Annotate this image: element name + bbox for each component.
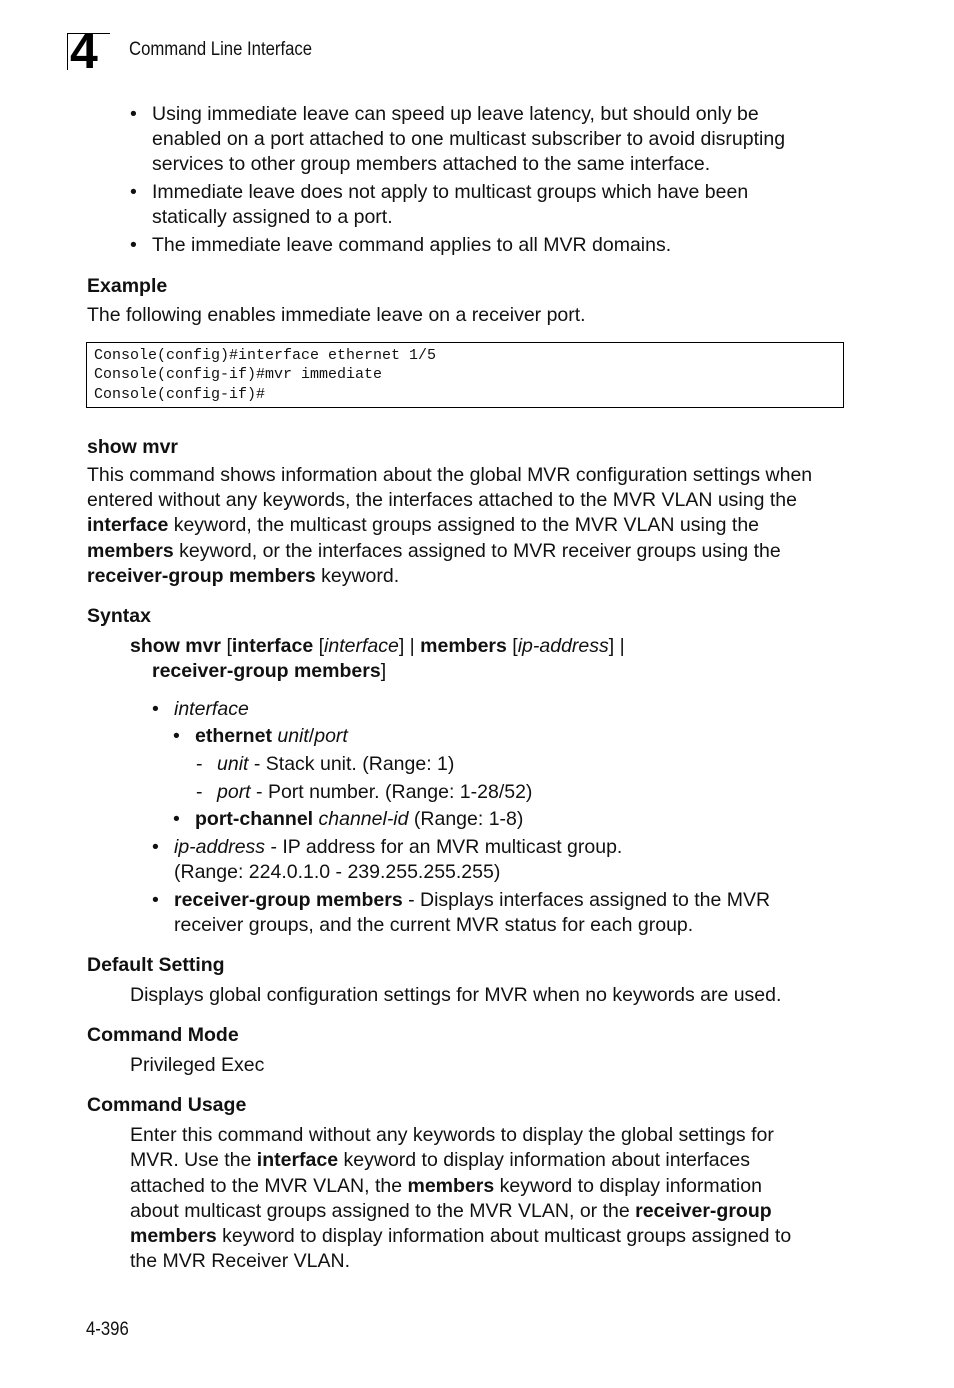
code-line: Console(config-if)#mvr immediate — [94, 366, 383, 383]
desc-line: interface keyword, the multicast groups assigned to the MVR VLAN using the — [87, 514, 760, 536]
command-usage-heading: Command Usage — [87, 1094, 247, 1116]
param-interface: interface — [174, 698, 249, 720]
example-heading: Example — [87, 275, 168, 297]
usage-line: members keyword to display information about multicast groups assigned to — [130, 1225, 792, 1247]
syntax-line: show mvr [interface [interface] | members [ip-address] | — [130, 635, 625, 657]
usage-line: Enter this command without any keywords to display the global settings for — [130, 1124, 774, 1146]
param-port-channel: port-channel channel-id (Range: 1-8) — [195, 808, 524, 830]
code-line: Console(config)#interface ethernet 1/5 — [94, 347, 437, 364]
bullet-icon: • — [173, 808, 180, 830]
page-number: 4-396 — [86, 1319, 129, 1340]
keyword: receiver-group members — [87, 565, 316, 587]
running-header: Command Line Interface — [129, 39, 313, 60]
usage-line: about multicast groups assigned to the MVR VLAN, or the receiver-group — [130, 1200, 772, 1222]
command-mode-text: Privileged Exec — [130, 1054, 265, 1076]
bullet-line: services to other group members attached to the same interface. — [152, 153, 711, 175]
param-ip-range: (Range: 224.0.1.0 - 239.255.255.255) — [174, 861, 501, 883]
bullet-line: enabled on a port attached to one multicast subscriber to avoid disrupting — [152, 128, 786, 150]
keyword: members — [87, 540, 174, 562]
keyword: interface — [87, 514, 169, 536]
bullet-icon: • — [130, 103, 137, 125]
code-block — [86, 342, 844, 408]
param-port: port - Port number. (Range: 1-28/52) — [217, 781, 533, 803]
bullet-icon: • — [152, 836, 159, 858]
desc-line: This command shows information about the global MVR configuration settings when — [87, 464, 813, 486]
param-receiver-group-desc: receiver groups, and the current MVR status for each group. — [174, 914, 694, 936]
default-setting-heading: Default Setting — [87, 954, 225, 976]
bullet-icon: • — [173, 725, 180, 747]
syntax-heading: Syntax — [87, 605, 151, 627]
param-ethernet: ethernet unit/port — [195, 725, 348, 747]
dash-icon: - — [196, 781, 203, 803]
bullet-line: Using immediate leave can speed up leave latency, but should only be — [152, 103, 759, 125]
param-ip-address: ip-address - IP address for an MVR multicast group. — [174, 836, 623, 858]
bullet-line: statically assigned to a port. — [152, 206, 393, 228]
bullet-icon: • — [130, 181, 137, 203]
command-title: show mvr — [87, 436, 179, 458]
bullet-icon: • — [152, 698, 159, 720]
dash-icon: - — [196, 753, 203, 775]
chapter-tab — [67, 33, 110, 70]
example-text: The following enables immediate leave on a receiver port. — [87, 304, 586, 326]
bullet-icon: • — [130, 234, 137, 256]
desc-line: members keyword, or the interfaces assigned to MVR receiver groups using the — [87, 540, 781, 562]
syntax-line: receiver-group members] — [152, 660, 387, 682]
bullet-icon: • — [152, 889, 159, 911]
chapter-number: 4 — [70, 33, 98, 70]
usage-line: MVR. Use the interface keyword to display information about interfaces — [130, 1149, 750, 1171]
param-receiver-group: receiver-group members - Displays interfaces assigned to the MVR — [174, 889, 771, 911]
command-mode-heading: Command Mode — [87, 1024, 239, 1046]
bullet-line: Immediate leave does not apply to multicast groups which have been — [152, 181, 749, 203]
usage-line: the MVR Receiver VLAN. — [130, 1250, 350, 1272]
code-line: Console(config-if)# — [94, 386, 266, 403]
param-unit: unit - Stack unit. (Range: 1) — [217, 753, 455, 775]
desc-line: entered without any keywords, the interfaces attached to the MVR VLAN using the — [87, 489, 797, 511]
usage-line: attached to the MVR VLAN, the members keyword to display information — [130, 1175, 762, 1197]
desc-line: receiver-group members keyword. — [87, 565, 400, 587]
default-setting-text: Displays global configuration settings for MVR when no keywords are used. — [130, 984, 782, 1006]
bullet-line: The immediate leave command applies to all MVR domains. — [152, 234, 672, 256]
